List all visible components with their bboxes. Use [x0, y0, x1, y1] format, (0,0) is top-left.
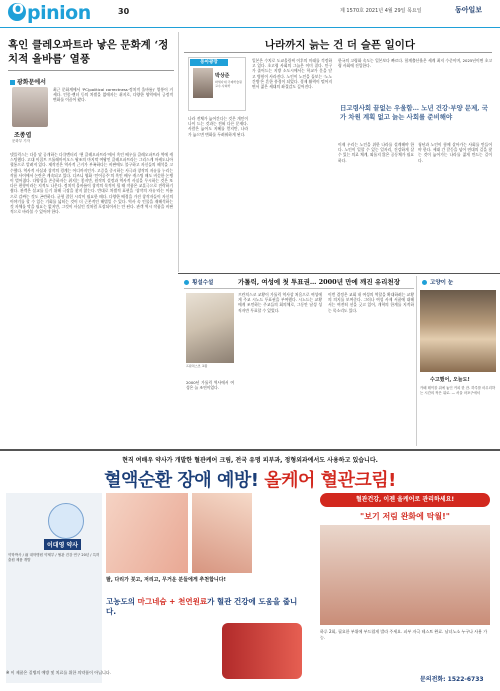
- left-body-2: 넷플릭스는 다음 달 공개하는 다큐멘터리 ‘퀸 클레오파트라’에서 흑인 배우를 클레오파트라 역에 캐스팅했다. 고대 이집트 프톨레마이오스 왕조의 마지막 여왕인 클레오파트라는 그리스계 마케도니아 혈통으로 알려져 있다. 제작진은 역사적 근거가 부족하다는 비판에도 불구하고 자신들의 해석을 고수했다. 역사적 사실과 창작의 경계는 어디까지인가. 고증을 중시하는 사극과 창작의 자유를 누리는 작품 사이에서 논란은 계속되고 있다. 디즈니 영화 ‘인어공주’의 흑인 배우 캐스팅 때도 비슷한 논쟁이 벌어졌다. 다양성을 존중하자는 취지는 좋지만, 원작의 설정과 역사적 사실을 무시하는 것은 또 다른 편향이라는 지적도 나온다. 정치적 올바름이 창작의 목적이 될 때 작품은 교훈극으로 전락하기 쉽다. 관객은 설교를 듣기 위해 극장을 찾지 않는다. 반대로 차별적 표현을 ‘창작의 자유’라는 이름으로 감싸는 것도 곤란하다. 균형 잡힌 시각이 필요한 때다. 다양한 배경을 가진 창작자들이 자신의 이야기를 할 수 있는 기회를 넓히는 것이 더 근본적인 해법일 수 있다. 역사 속 인물을 재해석하는 것 자체를 막을 필요는 없지만, 그것이 사실인 것처럼 포장되어서는 안 된다. 관객 역시 작품을 비판적으로 바라볼 수 있어야 한다.: [10, 152, 173, 215]
- author-label: 동아광장: [190, 59, 228, 66]
- section-label-right: 고양이 눈: [422, 278, 453, 286]
- ad-top-line: 현직 여배우 약사가 개발한 혈관케어 크림, 전국 유명 피부과, 정형외과에서도 사용하고 있습니다.: [122, 457, 378, 464]
- left-body-1: 최근 문화계에서 ‘PC(political correctness·정치적 올바름)’ 열풍이 거세다. 인종·젠더 등의 차별을 없애자는 취지로, 다양한 영역에서 긍정적 변화를 이끌어 왔다.: [53, 87, 173, 103]
- main-body-2: 한국의 고령화 속도는 일본보다 빠르다. 합계출산율은 세계 최저 수준이며, 2025년이면 초고령 사회에 진입한다.: [338, 58, 492, 69]
- section-label-left: 횡설수설: [184, 278, 213, 286]
- main-headline: 나라까지 늙는 건 더 슬픈 일이다: [264, 39, 416, 51]
- cafe-caption-title: 수고했어, 오늘도!: [430, 377, 470, 383]
- writer-photo: [12, 87, 48, 127]
- writer-name: 조종엽: [14, 132, 32, 139]
- mid-vertical-rule: [416, 276, 417, 446]
- byline: 광화문에서: [10, 77, 46, 86]
- legs-image: [106, 493, 188, 573]
- legs-image-2: [192, 493, 252, 573]
- ad-disclaimer: ※ 이 제품은 질병의 예방 및 치료를 위한 의약품이 아닙니다.: [6, 670, 111, 675]
- mid-section-rule: [178, 273, 500, 274]
- pope-caption: 프란치스코 교황: [186, 364, 208, 368]
- pope-photo: [186, 293, 234, 363]
- left-rule: [8, 70, 174, 71]
- mid-headline-rule: [184, 288, 414, 289]
- issue-line: 제 1570호 2021년 4월 29일 목요일: [340, 8, 422, 14]
- header-rule: [0, 27, 500, 28]
- section-dot-icon: [422, 280, 427, 285]
- ad-headline: 혈액순환 장애 예방! 올케어 혈관크림!: [104, 470, 396, 491]
- advertisement[interactable]: [0, 449, 500, 691]
- main-body-1b: 나라 전체가 늙어간다는 것은 개인이 나이 드는 것과는 전혀 다른 문제다. 사람은 늙어도 지혜를 얻지만, 나라가 늙으면 변화를 두려워하게 된다.: [188, 116, 248, 137]
- writer-title: 문화부 기자: [12, 139, 31, 143]
- ad-right-image: [320, 525, 490, 625]
- left-headline: 흑인 클레오파트라 낳은 문화계 ‘정치적 올바름’ 열풍: [8, 39, 169, 65]
- main-body-3: 이제 우리는 노인을 위한 나라를 설계해야 한다. 노인이 일할 수 있는 일자리, 건강하게 살 수 있는 의료 체계, 외롭지 않은 공동체가 필요하다.: [338, 142, 414, 163]
- pharmacist-name: 이대영 약사: [44, 539, 81, 550]
- ad-middle-claim: 고농도의 마그네슘 + 천연원료가 혈관 건강에 도움을 줍니다.: [106, 597, 298, 616]
- pull-quote: 日고령사회 끝없는 우울함… 노년 건강·부양 문제, 국가 차원 계획 없고 늙는 사회를 준비해야: [340, 104, 488, 121]
- cafe-photo: [420, 290, 496, 372]
- main-rule: [184, 52, 492, 53]
- mid-body-2: 이번 결정은 교회 내 여성의 역할을 확대하려는 교황의 의지를 보여준다. 그러나 여성 사제 서품에 대해서는 여전히 선을 긋고 있어, 개혁의 한계를 지적하는 목소리도 있다.: [328, 292, 414, 313]
- pharmacist-portrait: [48, 503, 84, 539]
- author-box: [188, 57, 246, 111]
- cafe-caption: 카페 테이블 위에 놓인 커피 한 잔. 하루를 마무리하는 시간의 작은 위로. — 서울 마포구에서: [420, 386, 496, 395]
- ad-middle: [106, 493, 306, 683]
- ad-right-banner: 혈관건강, 이젠 올케어로 관리하세요!: [320, 493, 490, 507]
- mid-body-1: 프란치스코 교황이 가톨릭 역사상 처음으로 여성에게 주교 시노드 투표권을 부여했다. 시노드는 교황에게 조언하는 주교들의 회의체로, 그동안 남성 성직자만 투표할 수 있었다.: [238, 292, 322, 313]
- author-name: 박상준: [215, 73, 230, 79]
- column-separator: [178, 32, 179, 272]
- paper-name: 동아일보: [455, 6, 483, 14]
- byline-square-icon: [10, 80, 15, 85]
- section-dot-icon: [184, 280, 189, 285]
- masthead: [0, 0, 500, 30]
- ad-right-text: 하루 2회, 필요한 부위에 부드럽게 발라 주세요. 피부 자극 테스트 완료. 남녀노소 누구나 사용 가능.: [320, 629, 488, 640]
- main-body-4: 청년과 노인이 함께 살아가는 사회를 만들어야 한다. 세대 간 갈등을 넘어 연대의 길을 찾는 것이 늙어가는 나라를 젊게 만드는 길이다.: [418, 142, 492, 163]
- main-body-1: 일본은 수치로 도쿄올림픽 이후의 미래를 걱정하고 있다. 초고령 사회의 그늘은 이미 짙다. 인구가 줄어드는 지방 소도시에서는 학교가 문을 닫고 병원이 사라진다. 노인이 노인을 돌보는 ‘노노 간병’은 흔한 풍경이 되었다. 경제 활력이 떨어지면서 젊은 세대의 좌절감도 깊어진다.: [252, 58, 332, 90]
- mid-headline: 가톨릭, 여성에 첫 투표권… 2000년 만에 깨진 유리천장: [238, 278, 400, 286]
- pharmacist-info: 약학박사 / 前 대학병원 약제부 / 혈관 건강 연구 20년 / 특허 출원 제품 개발: [8, 553, 100, 562]
- page-number: 30: [118, 7, 130, 16]
- ad-phone[interactable]: 문의전화: 1522-6733: [420, 676, 484, 683]
- ad-right-subtitle: "보기 저림 완화에 탁월!": [360, 512, 450, 521]
- ad-middle-text: 팔, 다리가 붓고, 저리고, 무거운 분들에게 추천합니다!: [106, 577, 226, 583]
- author-title: 와세다대 국제학술원 교수·사회학: [215, 80, 243, 88]
- opinion-logo: O pinion: [12, 2, 91, 24]
- author-photo: [193, 68, 213, 98]
- ad-right: [310, 493, 496, 683]
- mid-body-1b: 2000년 가톨릭 역사에서 여성은 늘 조연이었다.: [186, 380, 234, 391]
